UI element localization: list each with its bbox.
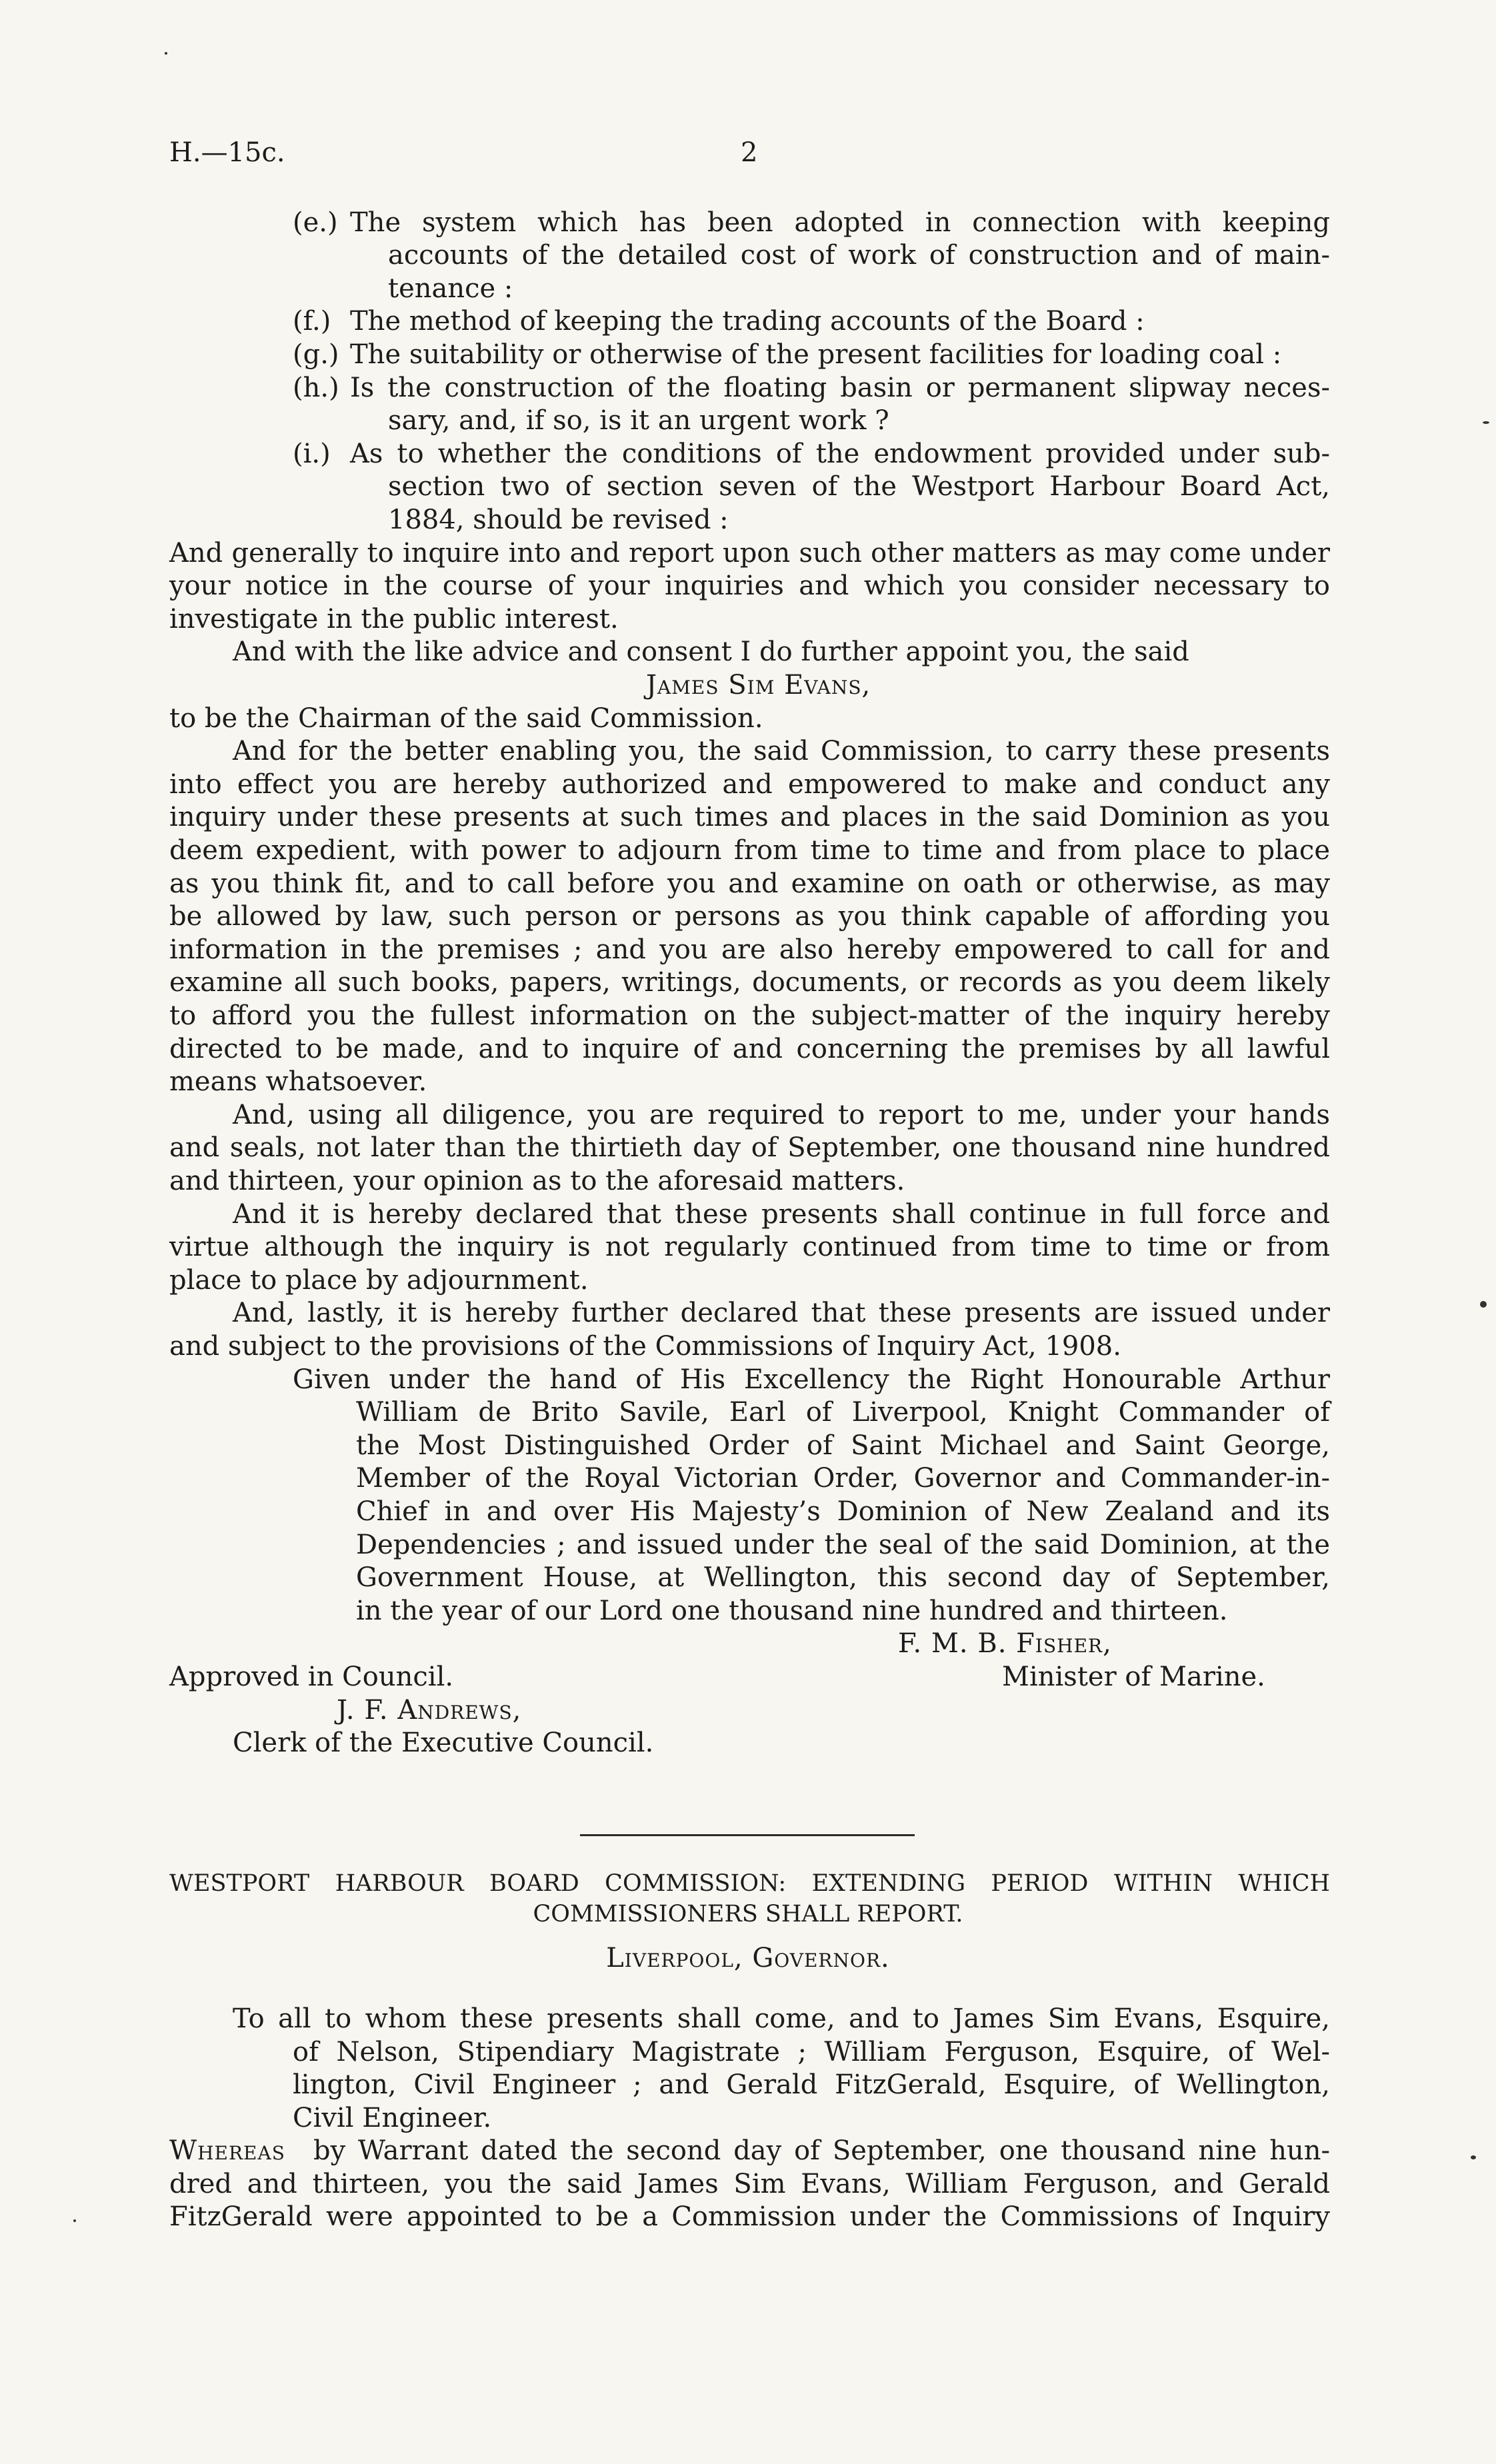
governor-line: Liverpool, Governor. (606, 1943, 890, 1973)
paragraph-line: and subject to the provisions of the Commissions of Inquiry Act, 1908. (169, 1331, 1121, 1362)
paragraph-line: Member of the Royal Victorian Order, Governor and Commander-in- (356, 1463, 1330, 1494)
clerk-name: J. F. Andrews, (337, 1695, 522, 1726)
address-line: of Nelson, Stipendiary Magistrate ; William Ferguson, Esquire, of Wel- (293, 2037, 1330, 2067)
whereas-line: dred and thirteen, you the said James Sim Evans, William Ferguson, and Gerald (169, 2169, 1330, 2199)
paragraph-line: be allowed by law, such person or persons as you think capable of affording you (169, 901, 1330, 932)
chairman-name: James Sim Evans, (646, 670, 871, 700)
paragraph-line: And it is hereby declared that these presents shall continue in full force and (233, 1199, 1330, 1230)
paragraph-line: examine all such books, papers, writings, documents, or records as you deem likely (169, 967, 1330, 998)
paragraph-line: And, using all diligence, you are required to report to me, under your hands (233, 1100, 1330, 1130)
paragraph-line: And for the better enabling you, the said Commission, to carry these presents (233, 736, 1330, 766)
paragraph-line: investigate in the public interest. (169, 604, 619, 634)
clause-line: As to whether the conditions of the endowment provided under sub- (350, 439, 1330, 469)
page-number: 2 (741, 137, 758, 168)
section-divider (580, 1834, 915, 1836)
paragraph-line: Dependencies ; and issued under the seal of the said Dominion, at the (356, 1530, 1330, 1560)
paragraph-line: the Most Distinguished Order of Saint Michael and Saint George, (356, 1430, 1330, 1461)
clause-label-h: (h.) (293, 373, 339, 403)
clause-line: tenance : (388, 273, 513, 304)
clause-line: sary, and, if so, is it an urgent work ? (388, 405, 889, 436)
paragraph-line: information in the premises ; and you are also hereby empowered to call for and (169, 934, 1330, 965)
whereas-line: by Warrant dated the second day of September, one thousand nine hun- (313, 2135, 1330, 2166)
paragraph-line: and thirteen, your opinion as to the aforesaid matters. (169, 1166, 905, 1196)
section-heading: WESTPORT HARBOUR BOARD COMMISSION: EXTENDING PERIOD WITHIN WHICH (169, 1870, 1330, 1897)
clause-label-i: (i.) (293, 439, 331, 469)
paragraph-line: Chief in and over His Majesty’s Dominion of New Zealand and its (356, 1496, 1330, 1527)
scan-speck (165, 52, 167, 55)
clause-line: The system which has been adopted in connection with keeping (350, 207, 1330, 238)
clause-label-e: (e.) (293, 207, 338, 238)
paragraph-line: Government House, at Wellington, this second day of September, (356, 1562, 1330, 1593)
clause-label-g: (g.) (293, 339, 339, 370)
paragraph-line: to be the Chairman of the said Commission. (169, 703, 763, 734)
paragraph-line: in the year of our Lord one thousand nine hundred and thirteen. (356, 1596, 1228, 1626)
paragraph-line: place to place by adjournment. (169, 1265, 589, 1296)
approval-text: Approved in Council. (169, 1662, 454, 1692)
paragraph-line: virtue although the inquiry is not regularly continued from time to time or from (169, 1232, 1330, 1262)
address-line: Civil Engineer. (293, 2103, 492, 2133)
paragraph-line: William de Brito Savile, Earl of Liverpool, Knight Commander of (356, 1397, 1330, 1428)
paragraph-line: directed to be made, and to inquire of and concerning the premises by all lawful (169, 1034, 1330, 1064)
paragraph-line: deem expedient, with power to adjourn from time to time and from place to place (169, 835, 1330, 866)
whereas-lead: Whereas (169, 2135, 285, 2166)
clause-line: The suitability or otherwise of the present facilities for loading coal : (350, 339, 1282, 370)
signatory-name: F. M. B. Fisher, (898, 1628, 1112, 1659)
paragraph-line: Given under the hand of His Excellency the Right Honourable Arthur (293, 1364, 1330, 1395)
clause-line: section two of section seven of the Westport Harbour Board Act, (388, 471, 1330, 502)
paragraph-line: And generally to inquire into and report upon such other matters as may come under (169, 538, 1330, 569)
clause-line: The method of keeping the trading accounts of the Board : (350, 306, 1145, 337)
scan-speck (1480, 1301, 1487, 1308)
paragraph-line: as you think fit, and to call before you and examine on oath or otherwise, as may (169, 868, 1330, 899)
address-line: lington, Civil Engineer ; and Gerald FitzGerald, Esquire, of Wellington, (293, 2069, 1330, 2100)
whereas-line: FitzGerald were appointed to be a Commission under the Commissions of Inquiry (169, 2201, 1330, 2232)
address-line: To all to whom these presents shall come, and to James Sim Evans, Esquire, (233, 2003, 1330, 2034)
clause-label-f: (f.) (293, 306, 331, 337)
clause-line: 1884, should be revised : (388, 505, 729, 535)
paragraph-line: means whatsoever. (169, 1066, 427, 1097)
paragraph-line: to afford you the fullest information on the subject-matter of the inquiry hereby (169, 1000, 1330, 1031)
paragraph-line: And with the like advice and consent I do further appoint you, the said (233, 636, 1189, 667)
document-reference: H.—15c. (169, 137, 285, 168)
scan-speck (73, 2219, 76, 2222)
clause-line: accounts of the detailed cost of work of construction and of main- (388, 240, 1330, 271)
paragraph-line: and seals, not later than the thirtieth day of September, one thousand nine hundred (169, 1132, 1330, 1163)
clause-line: Is the construction of the floating basin or permanent slipway neces- (350, 373, 1330, 403)
signatory-title: Minister of Marine. (1002, 1662, 1265, 1692)
scan-speck (1471, 2155, 1476, 2159)
paragraph-line: your notice in the course of your inquiries and which you consider necessary to (169, 571, 1330, 601)
scan-speck (1483, 421, 1489, 424)
clerk-title: Clerk of the Executive Council. (233, 1728, 654, 1758)
section-heading: COMMISSIONERS SHALL REPORT. (533, 1901, 963, 1927)
paragraph-line: And, lastly, it is hereby further declared that these presents are issued under (233, 1298, 1330, 1328)
paragraph-line: into effect you are hereby authorized and empowered to make and conduct any (169, 769, 1330, 800)
paragraph-line: inquiry under these presents at such times and places in the said Dominion as you (169, 802, 1330, 832)
